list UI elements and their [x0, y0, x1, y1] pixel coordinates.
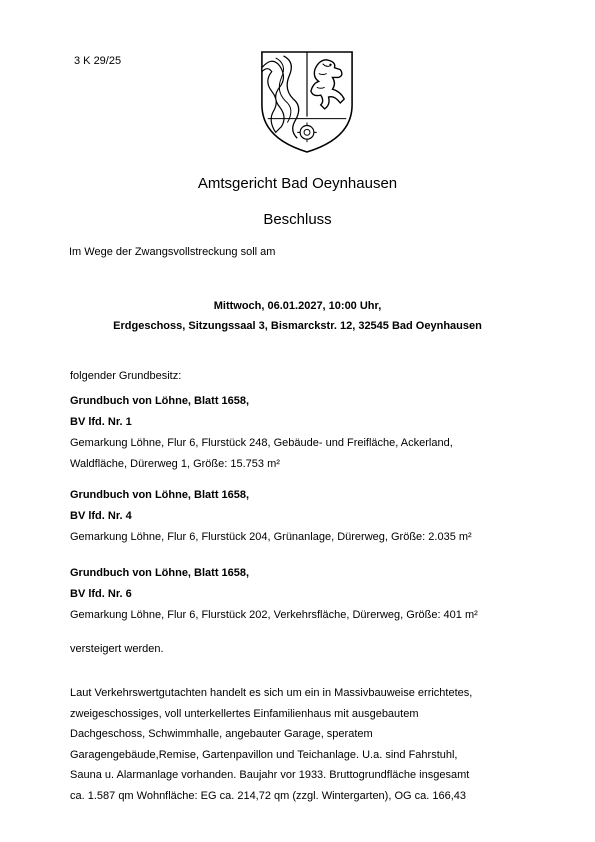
land-register-entry: Grundbuch von Löhne, Blatt 1658, — [70, 395, 250, 407]
property-lot — [70, 391, 530, 475]
land-register-entry: Grundbuch von Löhne, Blatt 1658, — [70, 567, 250, 579]
intro-text: Im Wege der Zwangsvollstreckung soll am — [69, 246, 276, 258]
property-lot — [70, 563, 530, 626]
paragraph-line: Sauna u. Alarmanlage vorhanden. Baujahr vor 1933. Bruttogrundfläche insgesamt — [70, 769, 470, 781]
inventory-number: BV lfd. Nr. 6 — [70, 588, 132, 600]
court-name: Amtsgericht Bad Oeynhausen — [197, 175, 398, 192]
property-lot — [70, 485, 530, 548]
auction-appointment — [0, 296, 595, 336]
auction-statement: versteigert werden. — [70, 643, 164, 655]
inventory-number: BV lfd. Nr. 1 — [70, 416, 132, 428]
paragraph-line: Dachgeschoss, Schwimmhalle, angebauter Garage, speratem — [70, 728, 373, 740]
lot-description-line: Gemarkung Löhne, Flur 6, Flurstück 202, Verkehrsfläche, Dürerweg, Größe: 401 m² — [70, 609, 478, 621]
grundbesitz-label: folgender Grundbesitz: — [70, 370, 182, 382]
valuation-report-paragraph — [70, 683, 530, 806]
auction-location: Erdgeschoss, Sitzungssaal 3, Bismarckstr. 12, 32545 Bad Oeynhausen — [113, 320, 482, 332]
lot-description-line: Waldfläche, Dürerweg 1, Größe: 15.753 m² — [70, 458, 280, 470]
paragraph-line: ca. 1.587 qm Wohnfläche: EG ca. 214,72 qm (zzgl. Wintergarten), OG ca. 166,43 — [70, 789, 466, 802]
nrw-coat-of-arms-icon — [258, 48, 356, 154]
land-register-entry: Grundbuch von Löhne, Blatt 1658, — [70, 489, 250, 501]
lot-description-line: Gemarkung Löhne, Flur 6, Flurstück 248, Gebäude- und Freifläche, Ackerland, — [70, 437, 453, 449]
paragraph-line: Garagengebäude,Remise, Gartenpavillon und Teichanlage. U.a. sind Fahrstuhl, — [70, 748, 458, 761]
lot-description-line: Gemarkung Löhne, Flur 6, Flurstück 204, Grünanlage, Dürerweg, Größe: 2.035 m² — [70, 531, 472, 543]
auction-datetime: Mittwoch, 06.01.2027, 10:00 Uhr, — [213, 300, 382, 312]
paragraph-line: Laut Verkehrswertgutachten handelt es sich um ein in Massivbauweise errichtetes, — [70, 687, 473, 699]
inventory-number: BV lfd. Nr. 4 — [70, 510, 132, 522]
file-number: 3 K 29/25 — [74, 55, 122, 67]
document-title: Beschluss — [263, 211, 332, 228]
paragraph-line: zweigeschossiges, voll unterkellertes Einfamilienhaus mit ausgebautem — [70, 707, 419, 720]
